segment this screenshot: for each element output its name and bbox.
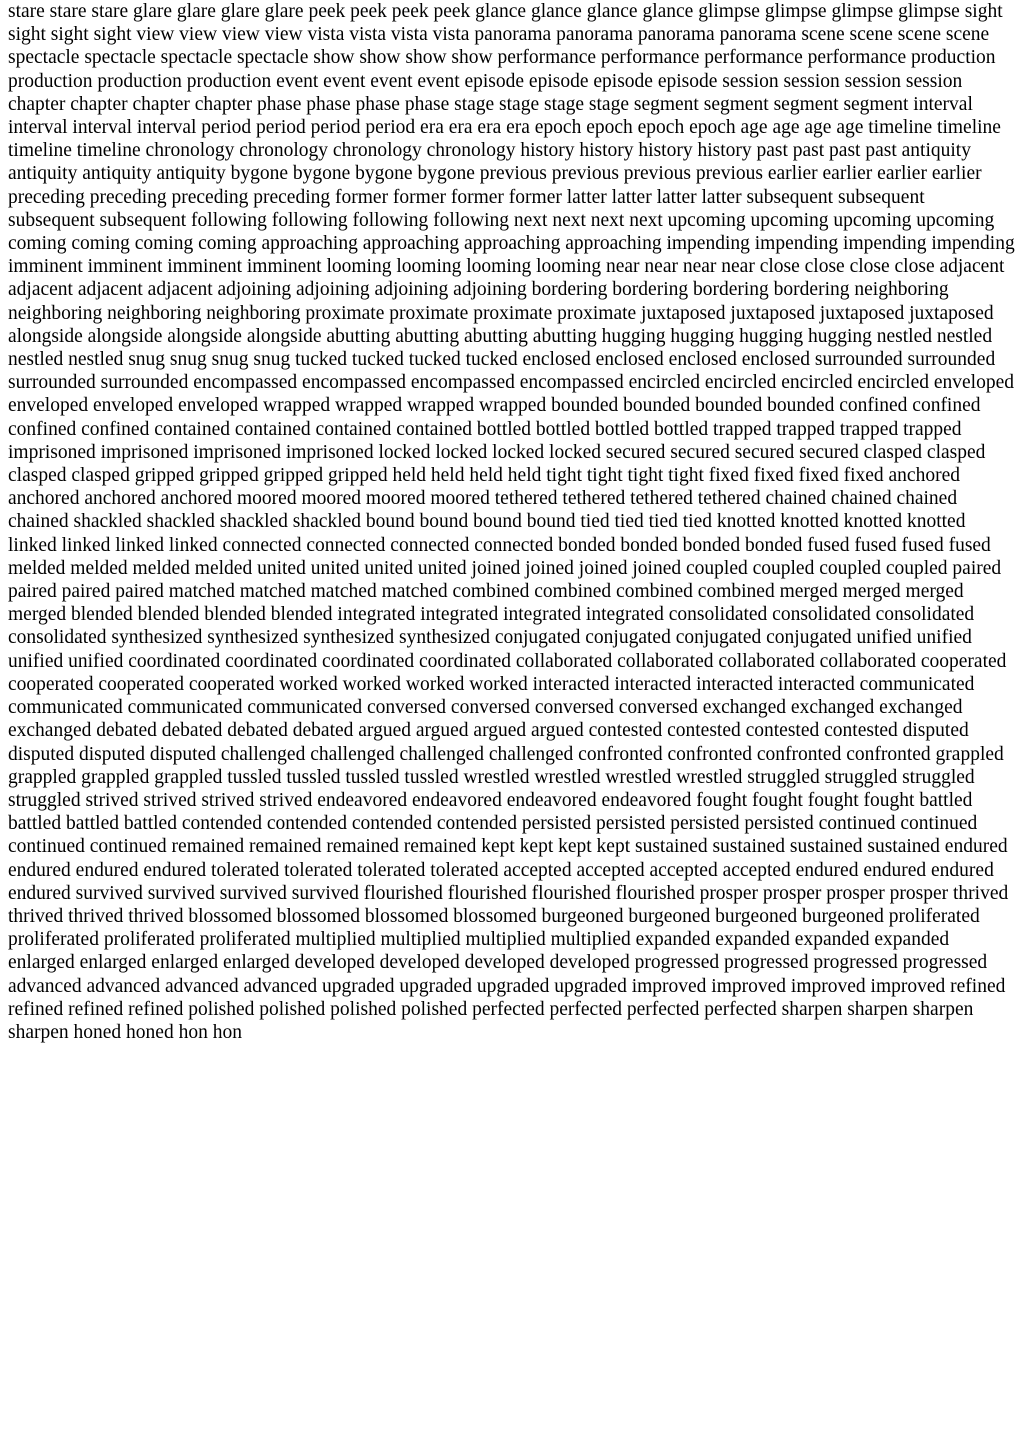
- body-text-paragraph: stare stare stare glare glare glare glare peek peek peek peek glance glance glance glance glimpse glimpse glimpse glimpse sight sight sight sight view view view view vista vista vista vista panorama panorama panorama panorama scene scene scene scene spectacle spectacle spectacle spectacle show show show show performance performance performance performance production production production production event event event event episode episode episode episode session session session session chapter chapter chapter chapter phase phase phase phase stage stage stage stage segment segment segment segment interval interval interval interval period period period period era era era era epoch epoch epoch epoch age age age age timeline timeline timeline timeline chronology chronology chronology chronology history history history history past past past past antiquity antiquity antiquity antiquity bygone bygone bygone bygone previous previous previous previous earlier earlier earlier earlier preceding preceding preceding preceding former former former former latter latter latter latter subsequent subsequent subsequent subsequent following following following following next next next next upcoming upcoming upcoming upcoming coming coming coming coming approaching approaching approaching approaching impending impending impending impending imminent imminent imminent imminent looming looming looming looming near near near near close close close close adjacent adjacent adjacent adjacent adjoining adjoining adjoining adjoining bordering bordering bordering bordering neighboring neighboring neighboring neighboring proximate proximate proximate proximate juxtaposed juxtaposed juxtaposed juxtaposed alongside alongside alongside alongside abutting abutting abutting abutting hugging hugging hugging hugging nestled nestled nestled nestled snug snug snug snug tucked tucked tucked tucked enclosed enclosed enclosed enclosed surrounded surrounded surrounded surrounded encompassed encompassed encompassed encompassed encircled encircled encircled encircled enveloped enveloped enveloped enveloped wrapped wrapped wrapped wrapped bounded bounded bounded bounded confined confined confined confined contained contained contained contained bottled bottled bottled bottled trapped trapped trapped trapped imprisoned imprisoned imprisoned imprisoned locked locked locked locked secured secured secured secured clasped clasped clasped clasped gripped gripped gripped gripped held held held held tight tight tight tight fixed fixed fixed fixed anchored anchored anchored anchored moored moored moored moored tethered tethered tethered tethered chained chained chained chained shackled shackled shackled shackled bound bound bound bound tied tied tied tied knotted knotted knotted knotted linked linked linked linked connected connected connected connected bonded bonded bonded bonded fused fused fused fused melded melded melded melded united united united united joined joined joined joined coupled coupled coupled coupled paired paired paired paired matched matched matched matched combined combined combined combined merged merged merged merged blended blended blended blended integrated integrated integrated integrated consolidated consolidated consolidated consolidated synthesized synthesized synthesized synthesized conjugated conjugated conjugated conjugated unified unified unified unified coordinated coordinated coordinated coordinated collaborated collaborated collaborated collaborated cooperated cooperated cooperated cooperated worked worked worked worked interacted interacted interacted interacted communicated communicated communicated communicated conversed conversed conversed conversed exchanged exchanged exchanged exchanged debated debated debated debated argued argued argued argued contested contested contested contested disputed disputed disputed disputed challenged challenged challenged challenged confronted confronted confronted confronted grappled grappled grappled grappled tussled tussled tussled tussled wrestled wrestled wrestled wrestled struggled struggled struggled struggled strived strived strived strived endeavored endeavored endeavored endeavored fought fought fought fought battled battled battled battled contended contended contended contended persisted persisted persisted persisted continued continued continued continued remained remained remained remained kept kept kept kept sustained sustained sustained sustained endured endured endured endured tolerated tolerated tolerated tolerated accepted accepted accepted accepted endured endured endured endured survived survived survived survived flourished flourished flourished flourished prosper prosper prosper prosper thrived thrived thrived thrived blossomed blossomed blossomed blossomed burgeoned burgeoned burgeoned burgeoned proliferated proliferated proliferated proliferated multiplied multiplied multiplied multiplied expanded expanded expanded expanded enlarged enlarged enlarged enlarged developed developed developed developed progressed progressed progressed progressed advanced advanced advanced advanced upgraded upgraded upgraded upgraded improved improved improved improved refined refined refined refined polished polished polished polished perfected perfected perfected perfected sharpen sharpen sharpen sharpen honed honed hon hon: [8, 1, 1015, 1043]
